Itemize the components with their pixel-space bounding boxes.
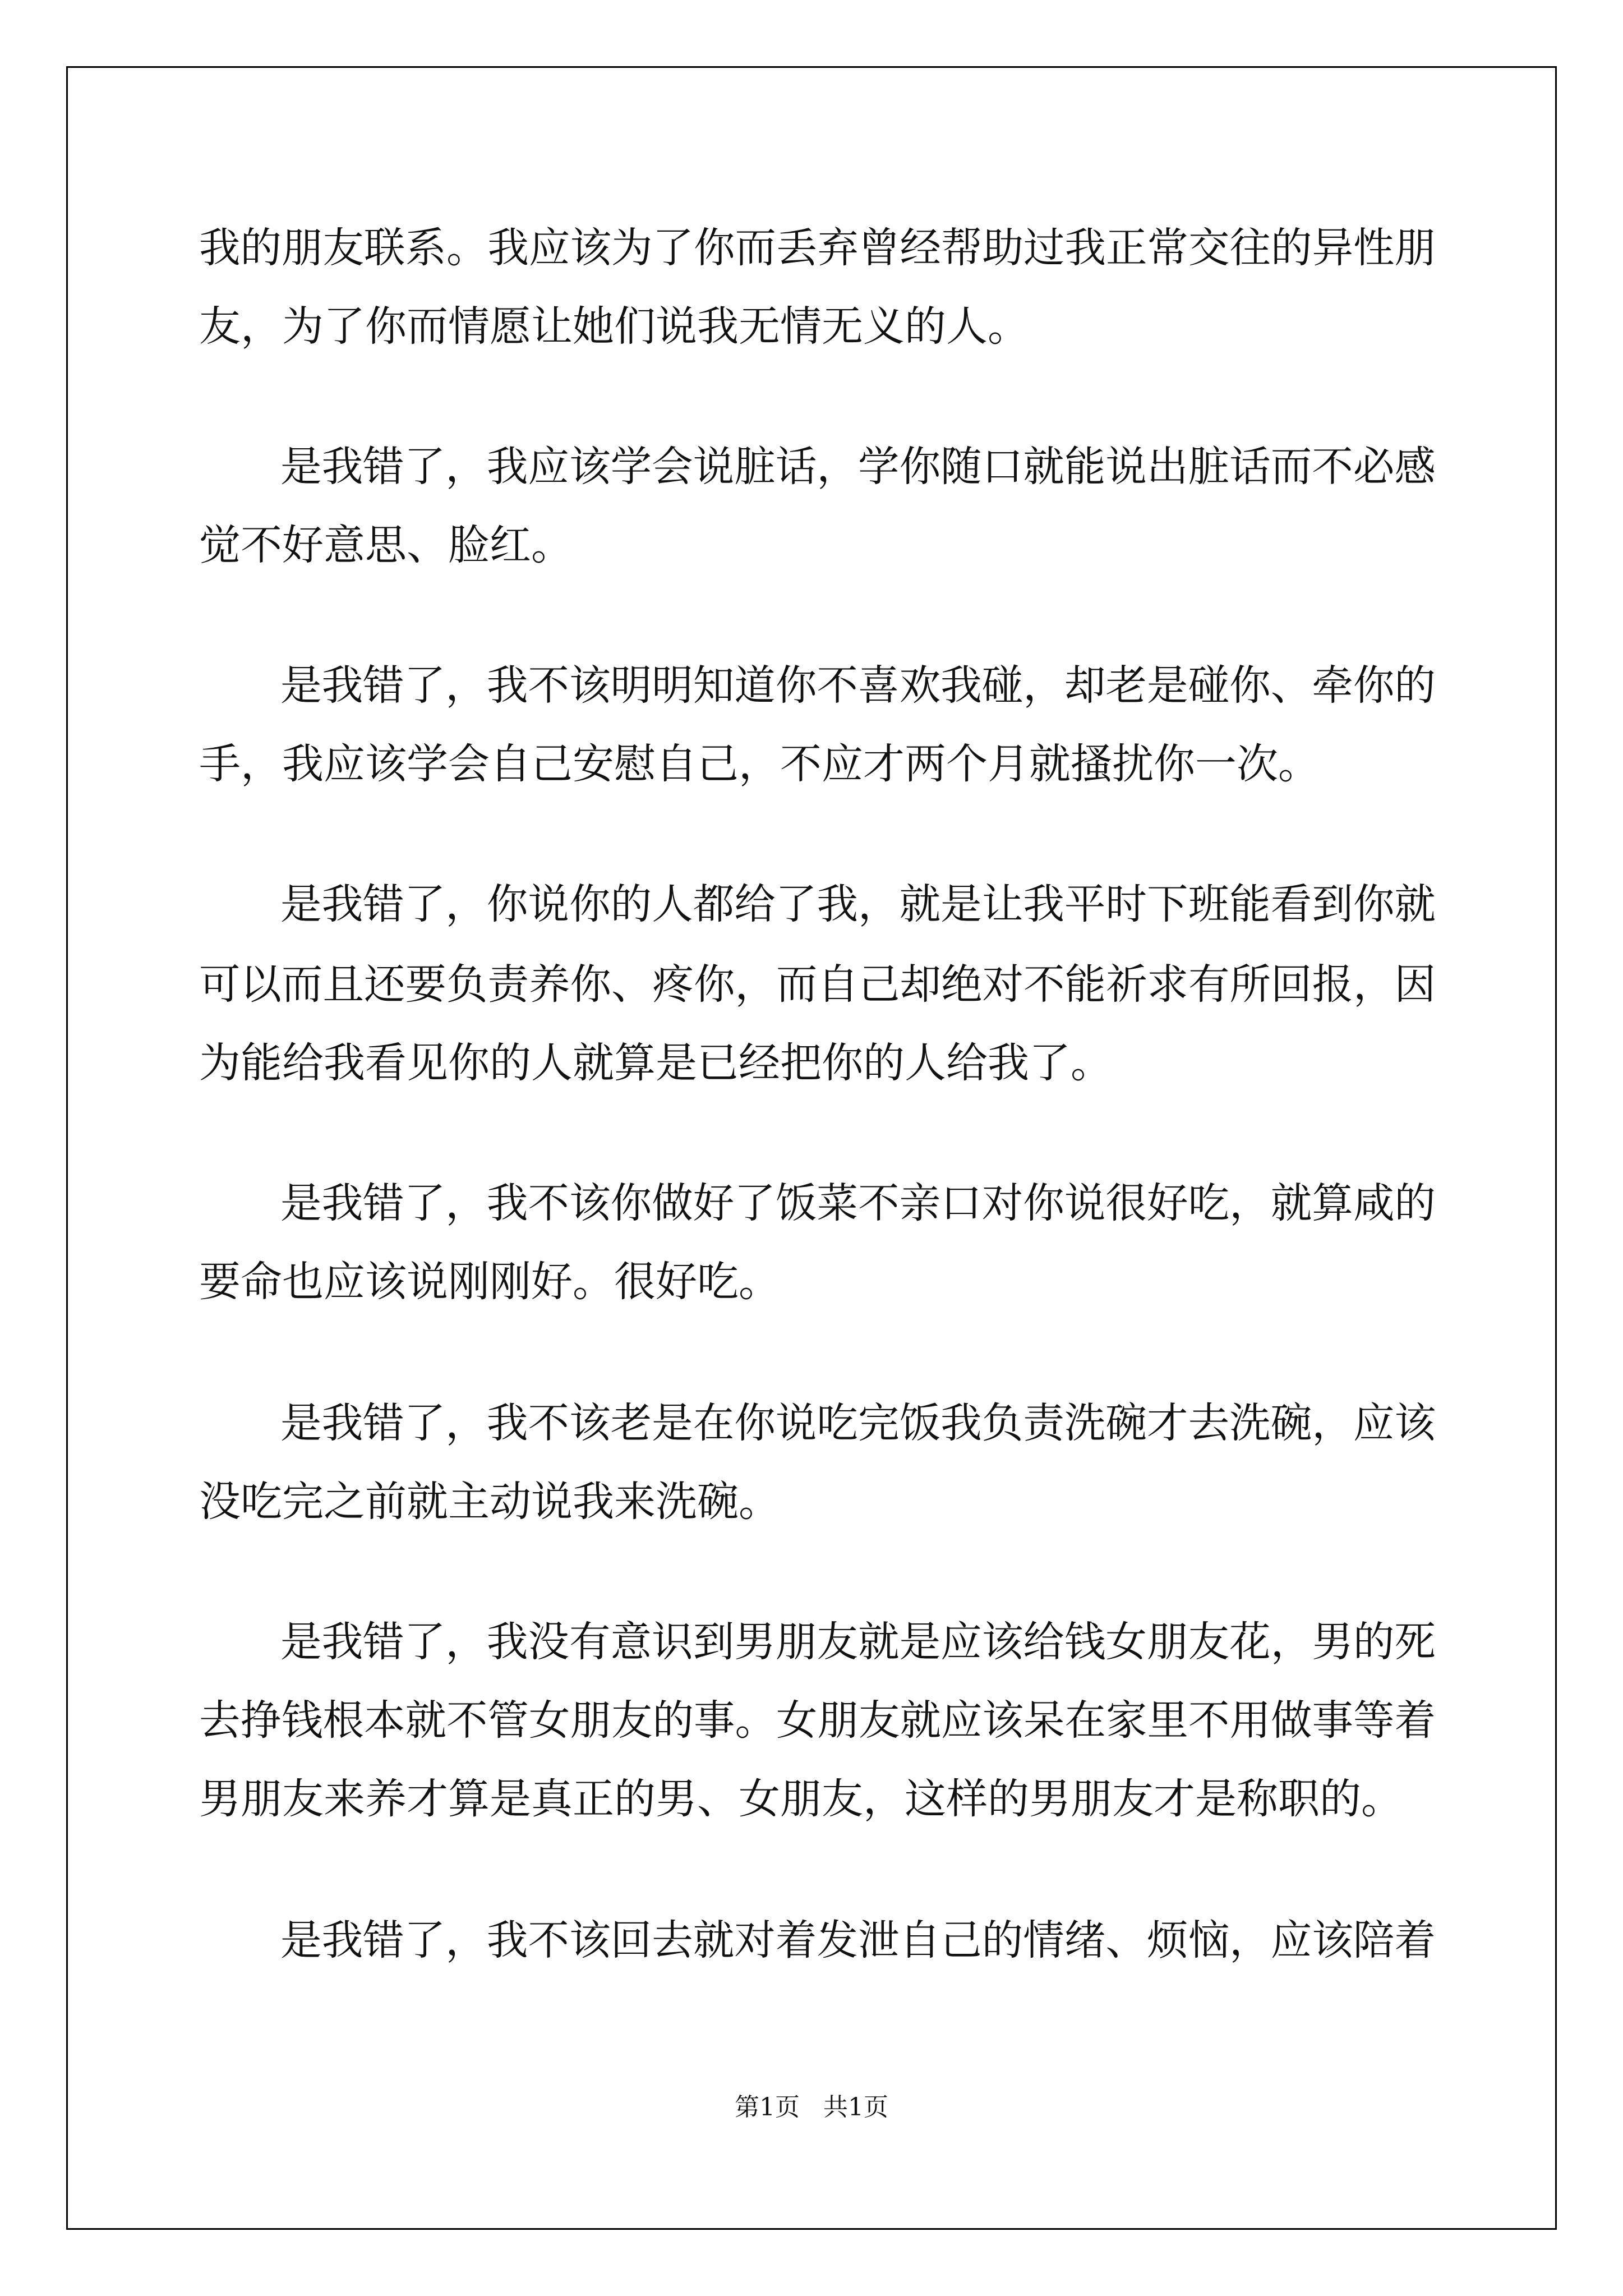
page-footer: 第1页 共1页 xyxy=(735,2093,888,2122)
text-line: 男朋友来养才算是真正的男、女朋友，这样的男朋友才是称职的。 xyxy=(199,1775,1403,1823)
paragraph-first-line: 是我错了，我没有意识到男朋友就是应该给钱女朋友花，男的死 xyxy=(280,1618,1436,1666)
paragraph-first-line: 是我错了，我不该明明知道你不喜欢我碰，却老是碰你、牵你的 xyxy=(280,661,1436,710)
text-line: 手，我应该学会自己安慰自己，不应才两个月就搔扰你一次。 xyxy=(199,740,1320,788)
text-line: 为能给我看见你的人就算是已经把你的人给我了。 xyxy=(199,1039,1112,1087)
text-line: 我的朋友联系。我应该为了你而丢弃曾经帮助过我正常交往的异性朋 xyxy=(199,224,1436,272)
paragraph-first-line: 是我错了，我不该回去就对着发泄自己的情绪、烦恼，应该陪着 xyxy=(280,1916,1436,1964)
text-line: 可以而且还要负责养你、疼你，而自己却绝对不能祈求有所回报，因 xyxy=(199,960,1436,1009)
paragraph-first-line: 是我错了，我应该学会说脏话，学你随口就能说出脏话而不必感 xyxy=(280,443,1436,491)
text-line: 去挣钱根本就不管女朋友的事。女朋友就应该呆在家里不用做事等着 xyxy=(199,1696,1436,1745)
text-line: 友，为了你而情愿让她们说我无情无义的人。 xyxy=(199,302,1029,351)
page-border xyxy=(66,66,1557,2230)
paragraph-first-line: 是我错了，你说你的人都给了我，就是让我平时下班能看到你就 xyxy=(280,880,1436,928)
text-line: 没吃完之前就主动说我来洗碗。 xyxy=(199,1478,780,1526)
paragraph-first-line: 是我错了，我不该你做好了饭菜不亲口对你说很好吃，就算咸的 xyxy=(280,1179,1436,1227)
text-line: 要命也应该说刚刚好。很好吃。 xyxy=(199,1258,780,1306)
paragraph-first-line: 是我错了，我不该老是在你说吃完饭我负责洗碗才去洗碗，应该 xyxy=(280,1399,1436,1447)
text-line: 觉不好意思、脸红。 xyxy=(199,521,573,569)
